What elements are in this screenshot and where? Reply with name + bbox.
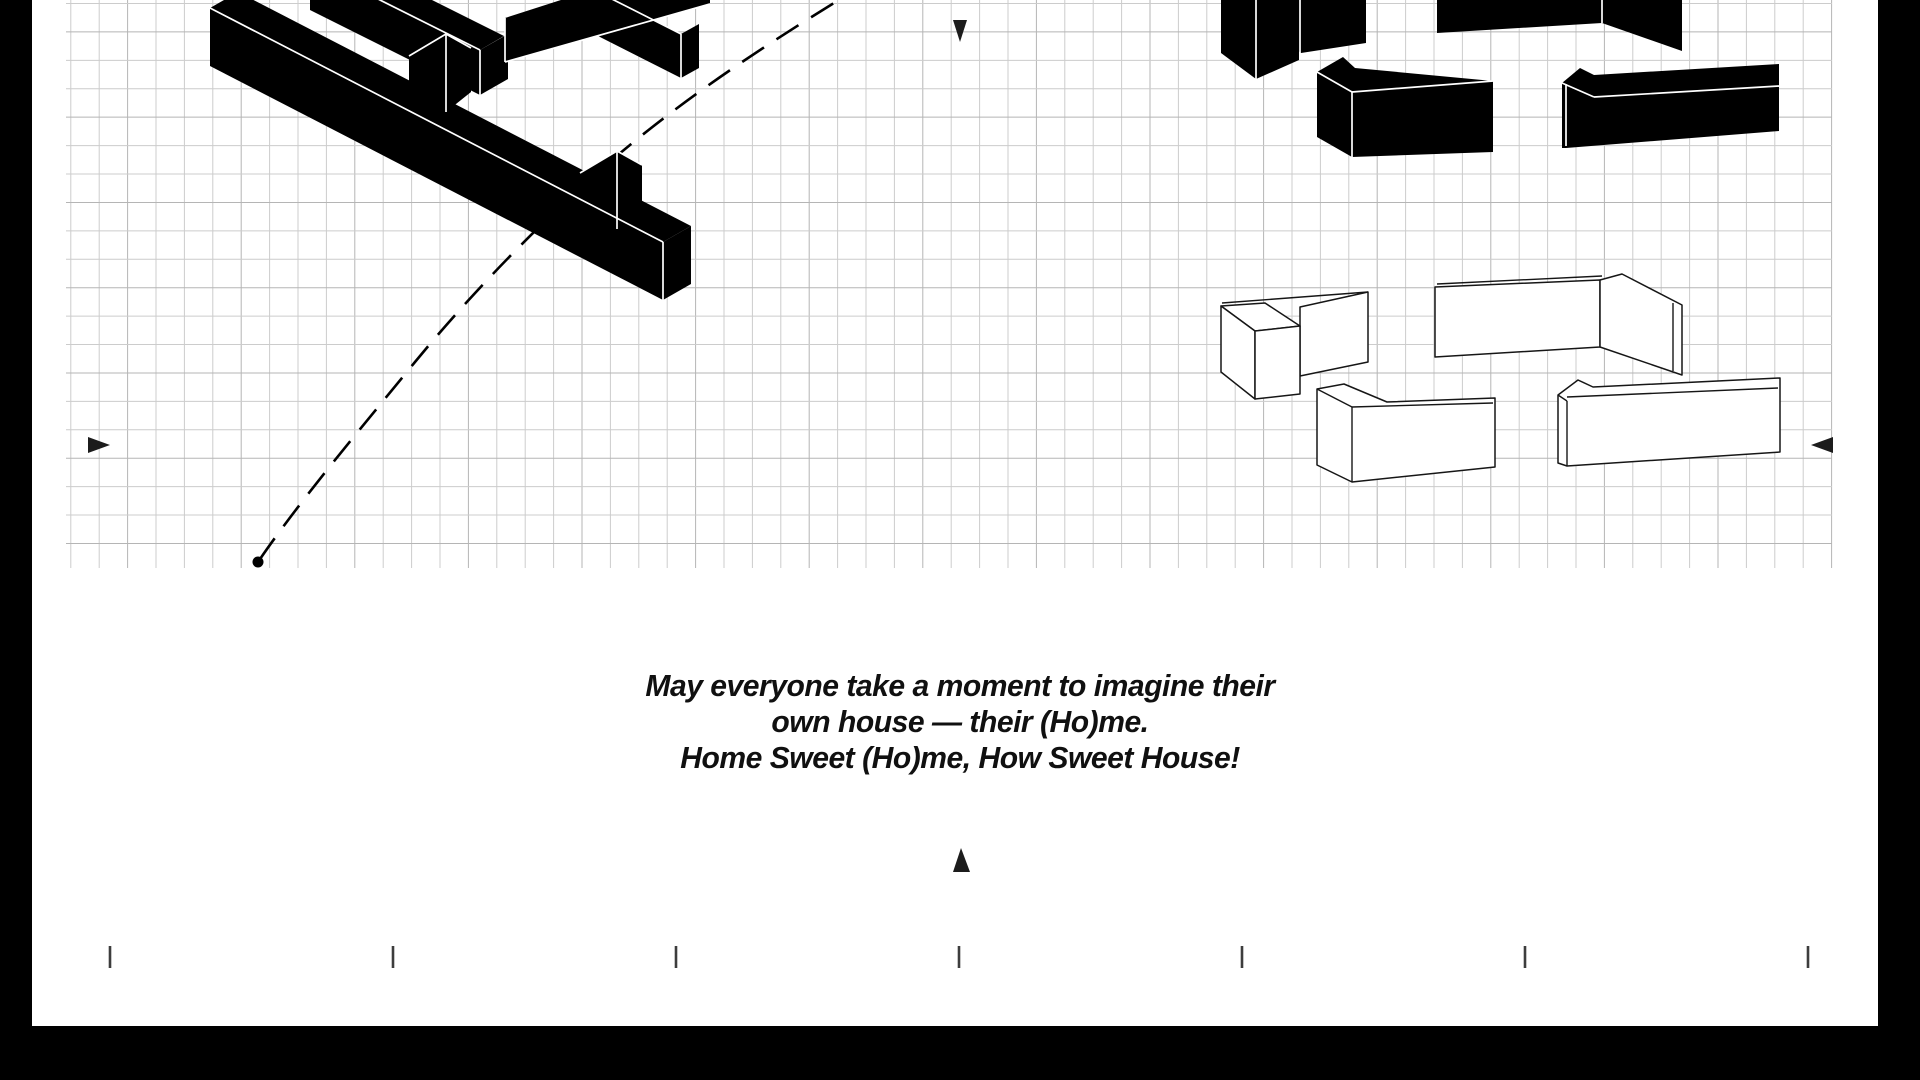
- ruler-ticks: [110, 946, 1808, 968]
- white-rwall: [1558, 378, 1780, 466]
- quote-line-2: own house — their (Ho)me.: [771, 704, 1149, 739]
- white-structures: [1221, 274, 1780, 482]
- black-structures: [210, 0, 1779, 300]
- bottom-frame-bar: [0, 1026, 1920, 1080]
- white-cube-right: [1255, 326, 1300, 399]
- black-slab: [1294, 0, 1366, 53]
- left-frame-bar: [0, 0, 32, 1080]
- right-left-triangle-marker: [1811, 437, 1833, 453]
- black-lwall: [1317, 57, 1493, 157]
- black-cwall-return: [1602, 0, 1682, 51]
- white-cwall-front: [1435, 280, 1600, 357]
- quote-line-3: Home Sweet (Ho)me, How Sweet House!: [680, 740, 1240, 775]
- bottom-up-triangle-marker: [953, 848, 970, 872]
- right-frame-bar: [1878, 0, 1920, 1080]
- quote-line-1: May everyone take a moment to imagine their: [645, 668, 1275, 703]
- top-down-triangle-marker: [953, 20, 967, 42]
- black-cube-left: [1221, 0, 1256, 79]
- black-cube-right: [1256, 0, 1299, 79]
- white-cwall-return: [1600, 274, 1682, 375]
- quote-block: [29, 668, 1891, 776]
- white-slab-front: [1300, 292, 1368, 376]
- trajectory-end-dot: [253, 557, 264, 568]
